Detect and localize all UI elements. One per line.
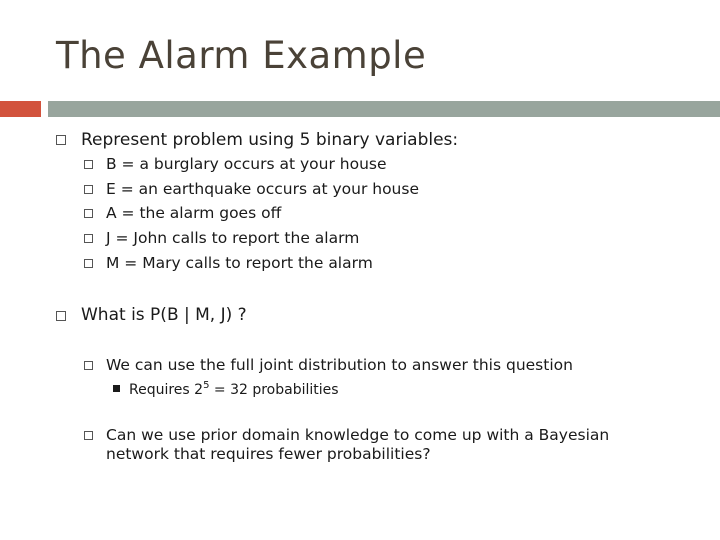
variable-e: E = an earthquake occurs at your house (106, 180, 419, 198)
variable-m: M = Mary calls to report the alarm (106, 254, 373, 272)
sub-bullet-icon (84, 431, 93, 440)
sub-bullet-icon (84, 185, 93, 194)
full-joint-distribution: We can use the full joint distribution to answer this question (106, 356, 573, 374)
bullet-square-icon (56, 135, 66, 145)
requires-probabilities: Requires $2^5 = 32$ probabilities (129, 380, 339, 398)
sub-bullet-icon (84, 209, 93, 218)
title-rule-bar (48, 101, 720, 117)
filled-square-bullet-icon (113, 385, 120, 392)
variable-j: J = John calls to report the alarm (106, 229, 360, 247)
variable-a: A = the alarm goes off (106, 204, 282, 222)
bullet-represent-problem: Represent problem using 5 binary variables: (81, 130, 459, 150)
sub-bullet-icon (84, 234, 93, 243)
bullet-square-icon (56, 311, 66, 321)
bayesian-network-question-line2: network that requires fewer probabilities? (106, 445, 431, 463)
slide-title: The Alarm Example (56, 34, 427, 77)
sub-bullet-icon (84, 160, 93, 169)
sub-bullet-icon (84, 259, 93, 268)
variable-b: B = a burglary occurs at your house (106, 155, 387, 173)
bullet-question: What is P(B | M, J) ? (81, 305, 247, 325)
title-accent-bar (0, 101, 41, 117)
bayesian-network-question-line1: Can we use prior domain knowledge to come up with a Bayesian (106, 426, 610, 444)
sub-bullet-icon (84, 361, 93, 370)
